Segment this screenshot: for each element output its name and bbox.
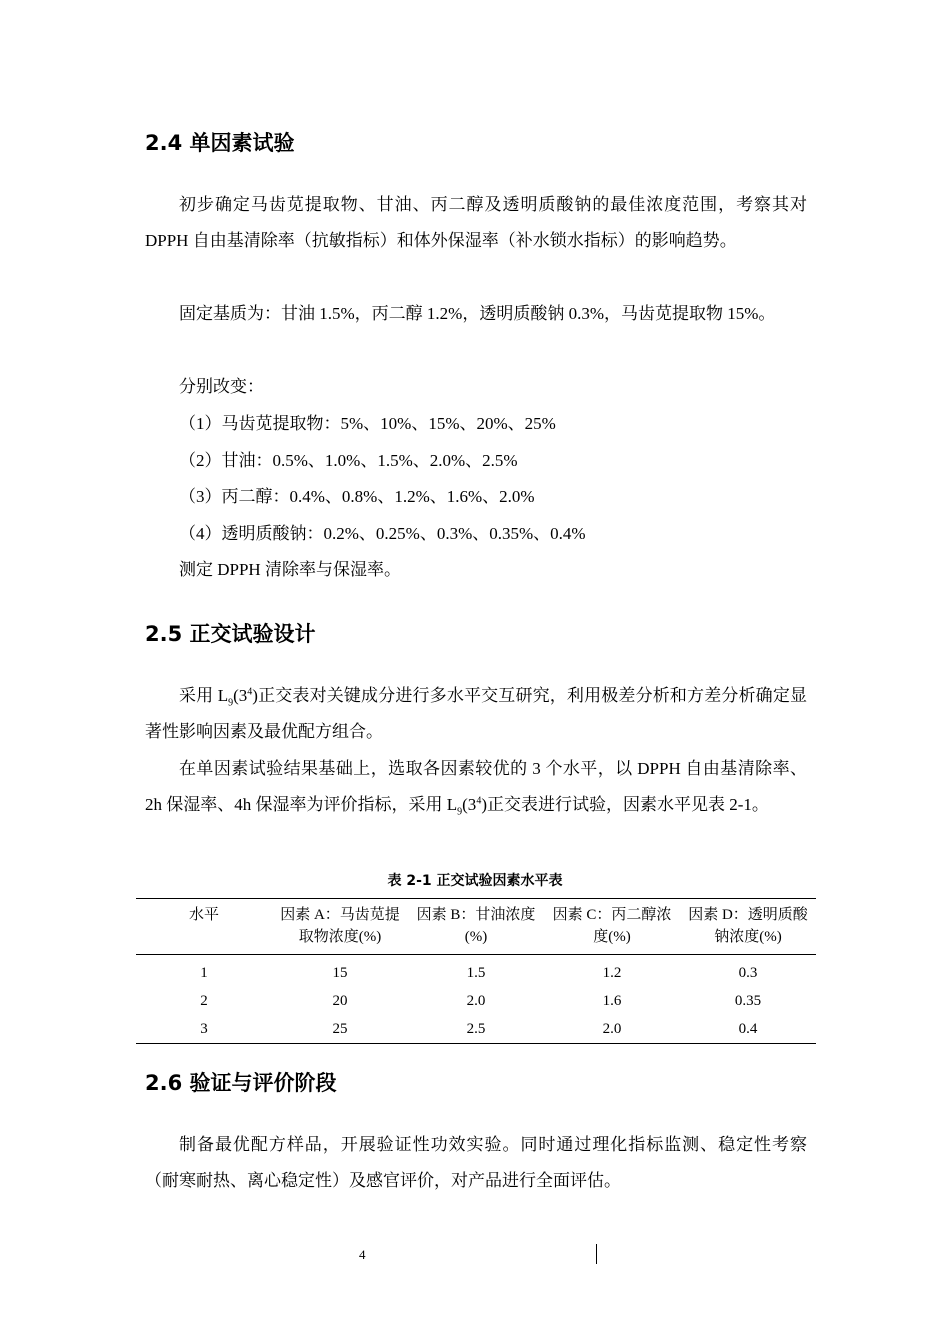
- table-cell: 3: [200, 1021, 208, 1037]
- orthogonal-method-paragraph: 在单因素试验结果基础上，选取各因素较优的 3 个水平，以 DPPH 自由基清除率、2h 保湿率、4h 保湿率为评价指标，采用 $L_9(3^4)$正交表进行试验，因素水平见表 2-1。: [145, 759, 807, 818]
- table-cell: 0.3: [738, 965, 758, 981]
- list-item-hyaluronate: （4）透明质酸钠：0.2%、0.25%、0.3%、0.35%、0.4%: [179, 524, 586, 543]
- table-cell: 2.0: [466, 993, 486, 1009]
- table-cell: 0.35: [734, 993, 762, 1009]
- header-level: 水平: [136, 899, 272, 955]
- text-cursor-mark: [596, 1244, 597, 1264]
- section-2-6-heading: 2.6 验证与评价阶段: [145, 1071, 337, 1095]
- table-cell: 20: [332, 993, 348, 1009]
- page-number: 4: [359, 1247, 366, 1262]
- table-caption: 表 2-1 正交试验因素水平表: [387, 873, 563, 889]
- section-2-4-intro-paragraph: 初步确定马齿苋提取物、甘油、丙二醇及透明质酸钠的最佳浓度范围，考察其对 DPPH 自由基清除率（抗敏指标）和体外保湿率（补水锁水指标）的影响趋势。: [145, 195, 807, 250]
- list-item-glycerin: （2）甘油：0.5%、1.0%、1.5%、2.0%、2.5%: [179, 451, 518, 470]
- table-cell: 1: [200, 965, 208, 981]
- list-item-extract: （1）马齿苋提取物：5%、10%、15%、20%、25%: [179, 414, 556, 433]
- table-cell: 15: [332, 965, 348, 981]
- header-factor-d: 因素 D：透明质酸钠浓度(%): [680, 899, 816, 955]
- orthogonal-intro-paragraph: 采用 $L_9(3^4)$正交表对关键成分进行多水平交互研究，利用极差分析和方差分析确定显著性影响因素及最优配方组合。: [145, 686, 807, 741]
- table-cell: 2.0: [602, 1021, 622, 1037]
- table-row: [136, 1015, 816, 1044]
- table-cell: 2.5: [466, 1021, 486, 1037]
- table-row: [136, 955, 816, 988]
- vary-label: 分别改变：: [179, 377, 264, 396]
- validation-paragraph: 制备最优配方样品，开展验证性功效实验。同时通过理化指标监测、稳定性考察（耐寒耐热、离心稳定性）及感官评价，对产品进行全面评估。: [145, 1135, 807, 1190]
- measure-paragraph: 测定 DPPH 清除率与保湿率。: [179, 560, 401, 579]
- fixed-base-paragraph: 固定基质为：甘油 1.5%，丙二醇 1.2%，透明质酸钠 0.3%，马齿苋提取物 15%。: [179, 304, 776, 323]
- factor-level-table: [136, 898, 816, 1044]
- header-factor-c: 因素 C：丙二醇浓度(%): [544, 899, 680, 955]
- header-factor-b: 因素 B：甘油浓度(%): [408, 899, 544, 955]
- list-item-propanediol: （3）丙二醇：0.4%、0.8%、1.2%、1.6%、2.0%: [179, 487, 535, 506]
- table-cell: 2: [200, 993, 208, 1009]
- table-cell: 1.5: [466, 965, 486, 981]
- table-cell: 25: [332, 1021, 348, 1037]
- table-cell: 0.4: [738, 1021, 758, 1037]
- table-row: [136, 987, 816, 1015]
- section-2-4-heading: 2.4 单因素试验: [145, 131, 295, 155]
- header-factor-a: 因素 A：马齿苋提取物浓度(%): [272, 899, 408, 955]
- table-cell: 1.2: [602, 965, 622, 981]
- table-cell: 1.6: [602, 993, 622, 1009]
- section-2-5-heading: 2.5 正交试验设计: [145, 622, 316, 646]
- table-header-row: [136, 899, 816, 955]
